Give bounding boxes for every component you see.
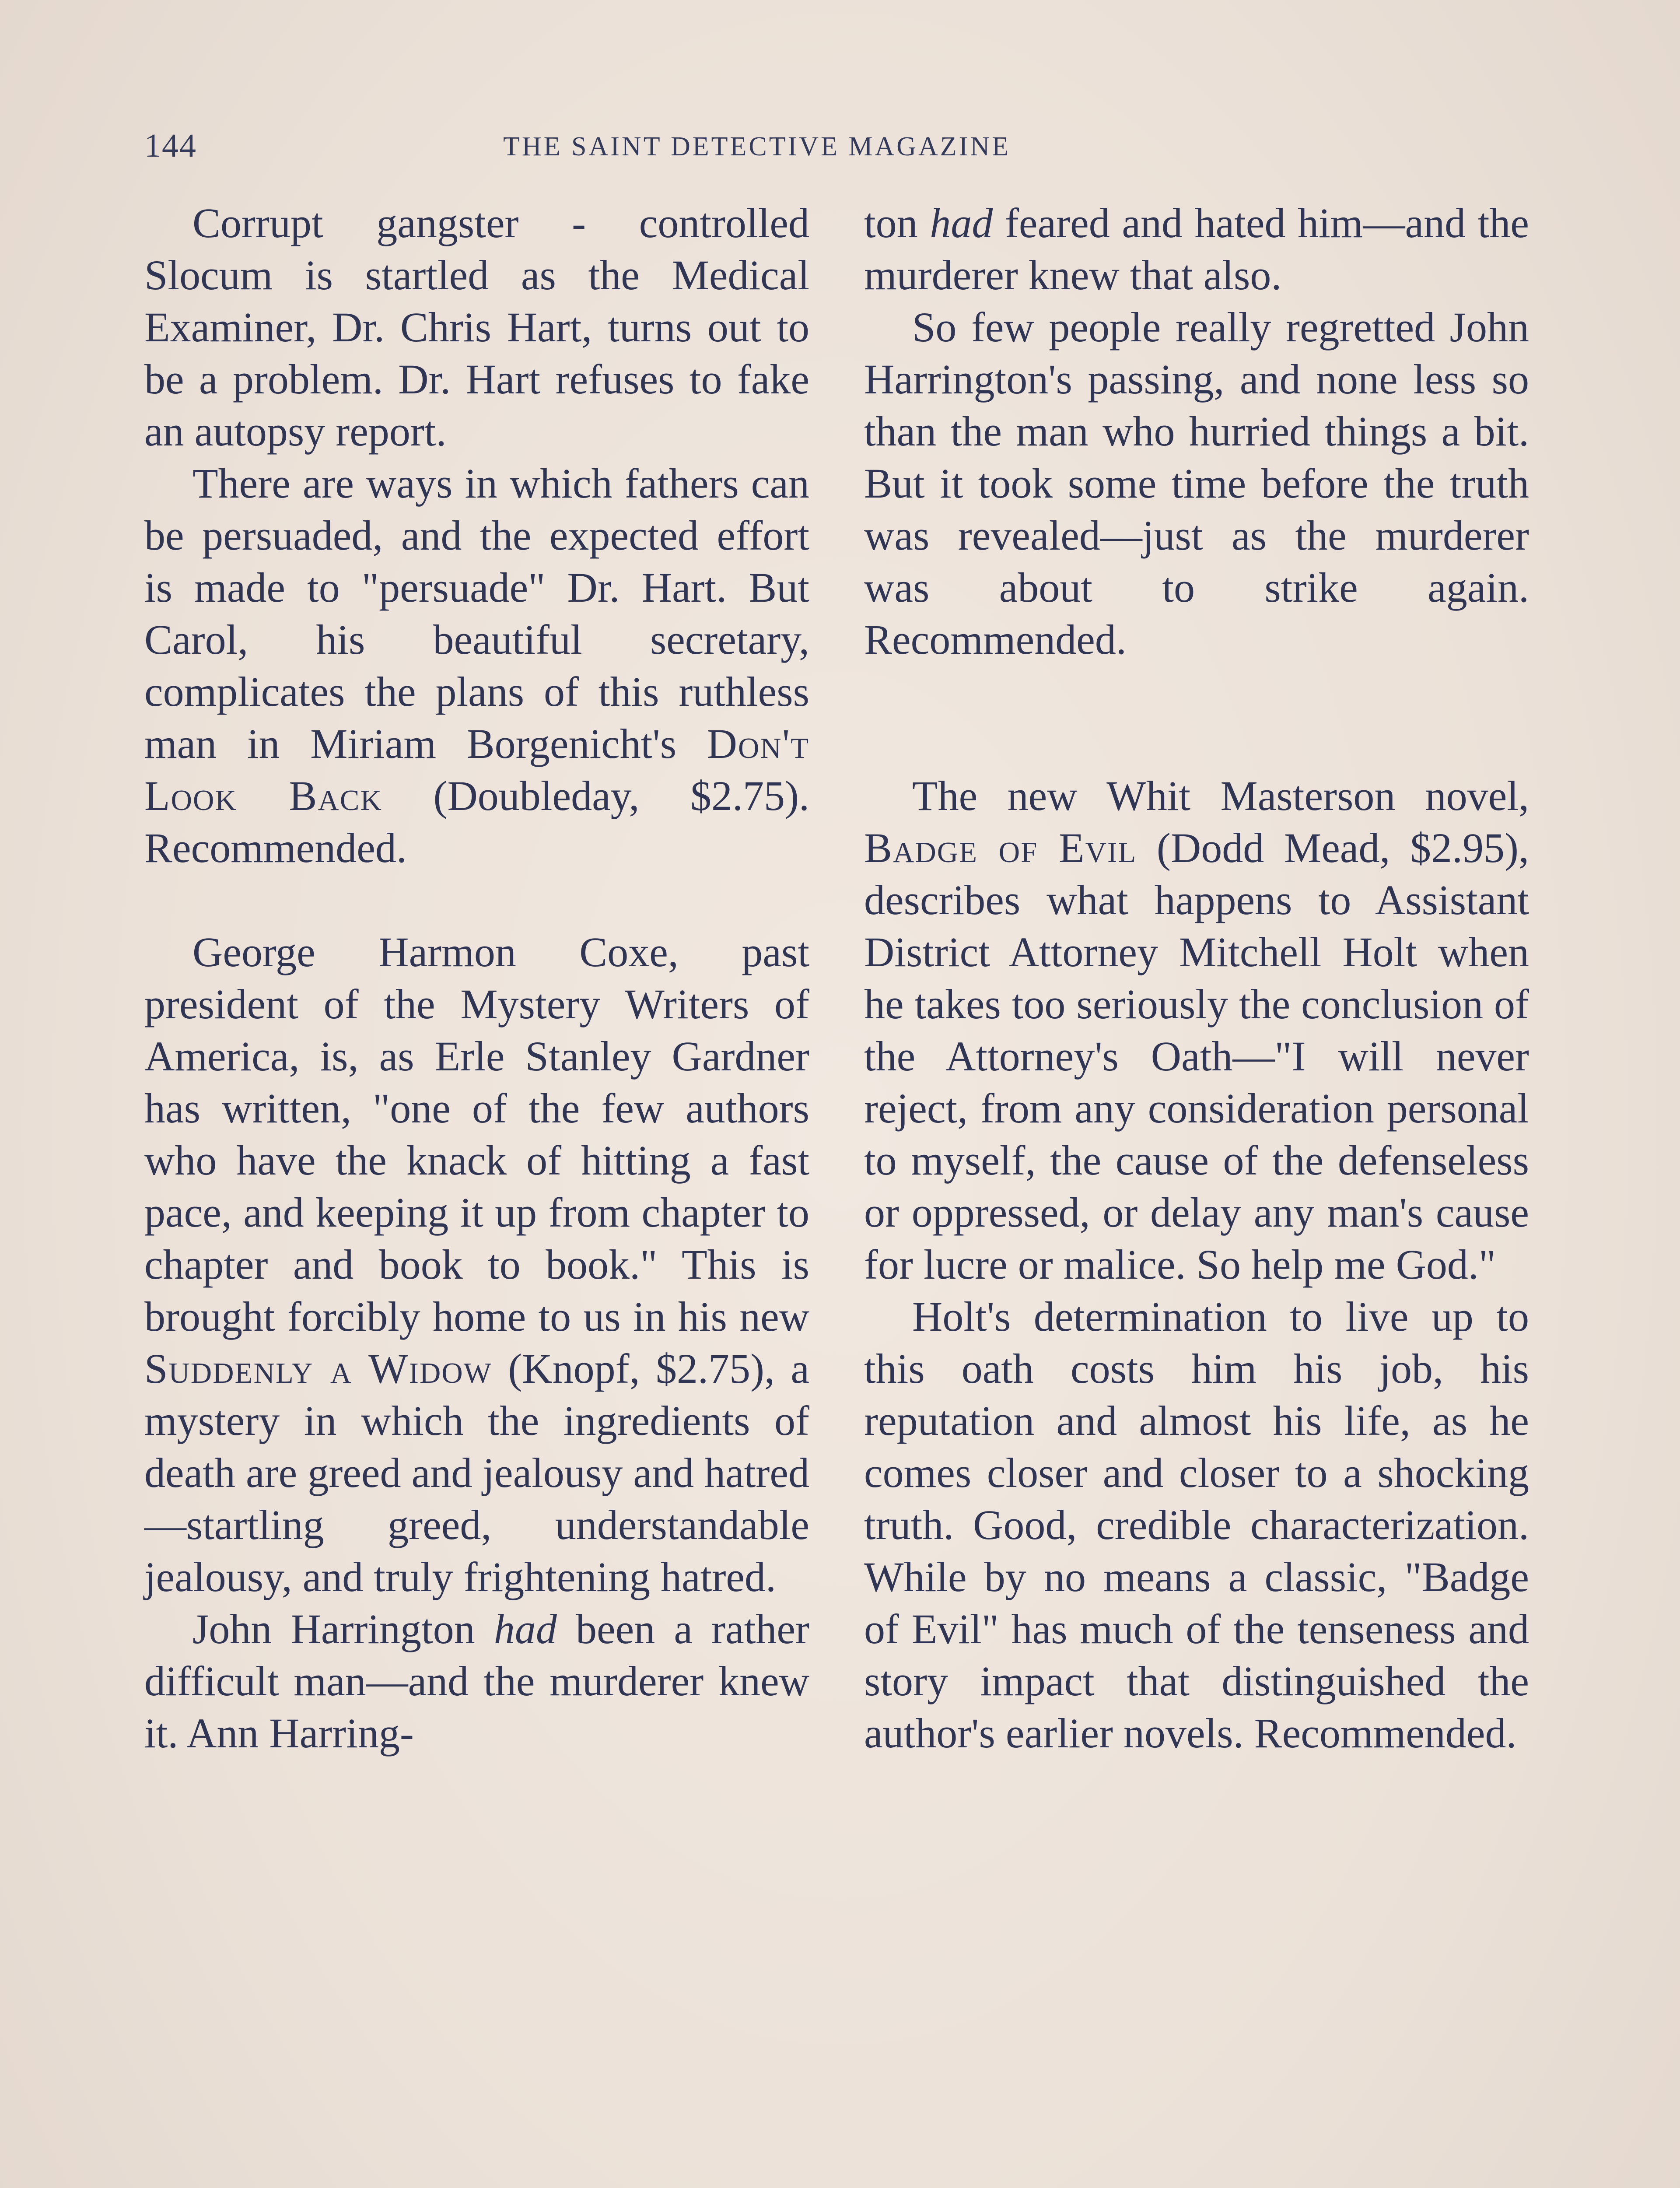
paragraph-badge-of-evil: The new Whit Masterson novel, Badge of Evil (Dodd Mead, $2.95), describes what happens to Assistant District Attorney Mitchell Holt when he takes too seriously the conclusion of the Attorney's Oath—"I will never reject, from any consideration personal to myself, the cause of the defenseless or oppressed, or delay any man's cause for lucre or malice. So help me God." bbox=[864, 772, 1529, 1288]
paragraph-dont-look-back: There are ways in which fathers can be persuaded, and the expected effort is made to "persuade" Dr. Hart. But Carol, his beautiful secretary, complicates the plans of this ruthless man in Miriam Borgenicht's Don't Look Back (Doubleday, $2.75). Recommended. bbox=[144, 460, 809, 871]
paragraph-continued: ton had feared and hated him—and the murderer knew that also. bbox=[864, 200, 1530, 298]
book-title: Don't Look Back bbox=[144, 720, 809, 819]
book-title: Badge of Evil bbox=[864, 824, 1137, 871]
emphasis: had bbox=[494, 1606, 557, 1652]
paragraph-harrington: John Harrington had been a rather difficult man—and the murderer knew it. Ann Harring- bbox=[144, 1606, 810, 1757]
running-head: THE SAINT DETECTIVE MAGAZINE bbox=[503, 132, 1011, 161]
paragraph-slocum: Corrupt gangster - controlled Slocum is startled as the Medical Examiner, Dr. Chris Hart, turns out to be a problem. Dr. Hart refuses to fake an autopsy report. bbox=[144, 200, 809, 455]
paragraph-holt: Holt's determination to live up to this oath costs him his job, his reputation and almost his life, as he comes closer and closer to a shocking truth. Good, credible characterization. While by no means a classic, "Badge of Evil" has much of the tenseness and story impact that distinguished the author's earlier novels. Recommended. bbox=[864, 1293, 1529, 1757]
paragraph-few-regretted: So few people really regretted John Harrington's passing, and none less so than the man who hurried things a bit. But it took some time before the truth was revealed—just as the murderer was about to strike again. Recommended. bbox=[864, 304, 1529, 663]
book-title: Suddenly a Widow bbox=[144, 1345, 492, 1392]
left-column bbox=[144, 197, 809, 1759]
emphasis: had bbox=[930, 200, 993, 246]
right-column bbox=[864, 197, 1529, 1759]
page-number: 144 bbox=[144, 127, 197, 164]
paragraph-suddenly-a-widow: George Harmon Coxe, past president of the Mystery Writers of America, is, as Erle Stanley Gardner has written, "one of the few authors who have the knack of hitting a fast pace, and keeping it up from chapter to chapter and book to book." This is brought forcibly home to us in his new Suddenly a Widow (Knopf, $2.75), a mystery in which the ingredients of death are greed and jealousy and hatred—startling greed, understandable jealousy, and truly frightening hatred. bbox=[144, 929, 809, 1600]
